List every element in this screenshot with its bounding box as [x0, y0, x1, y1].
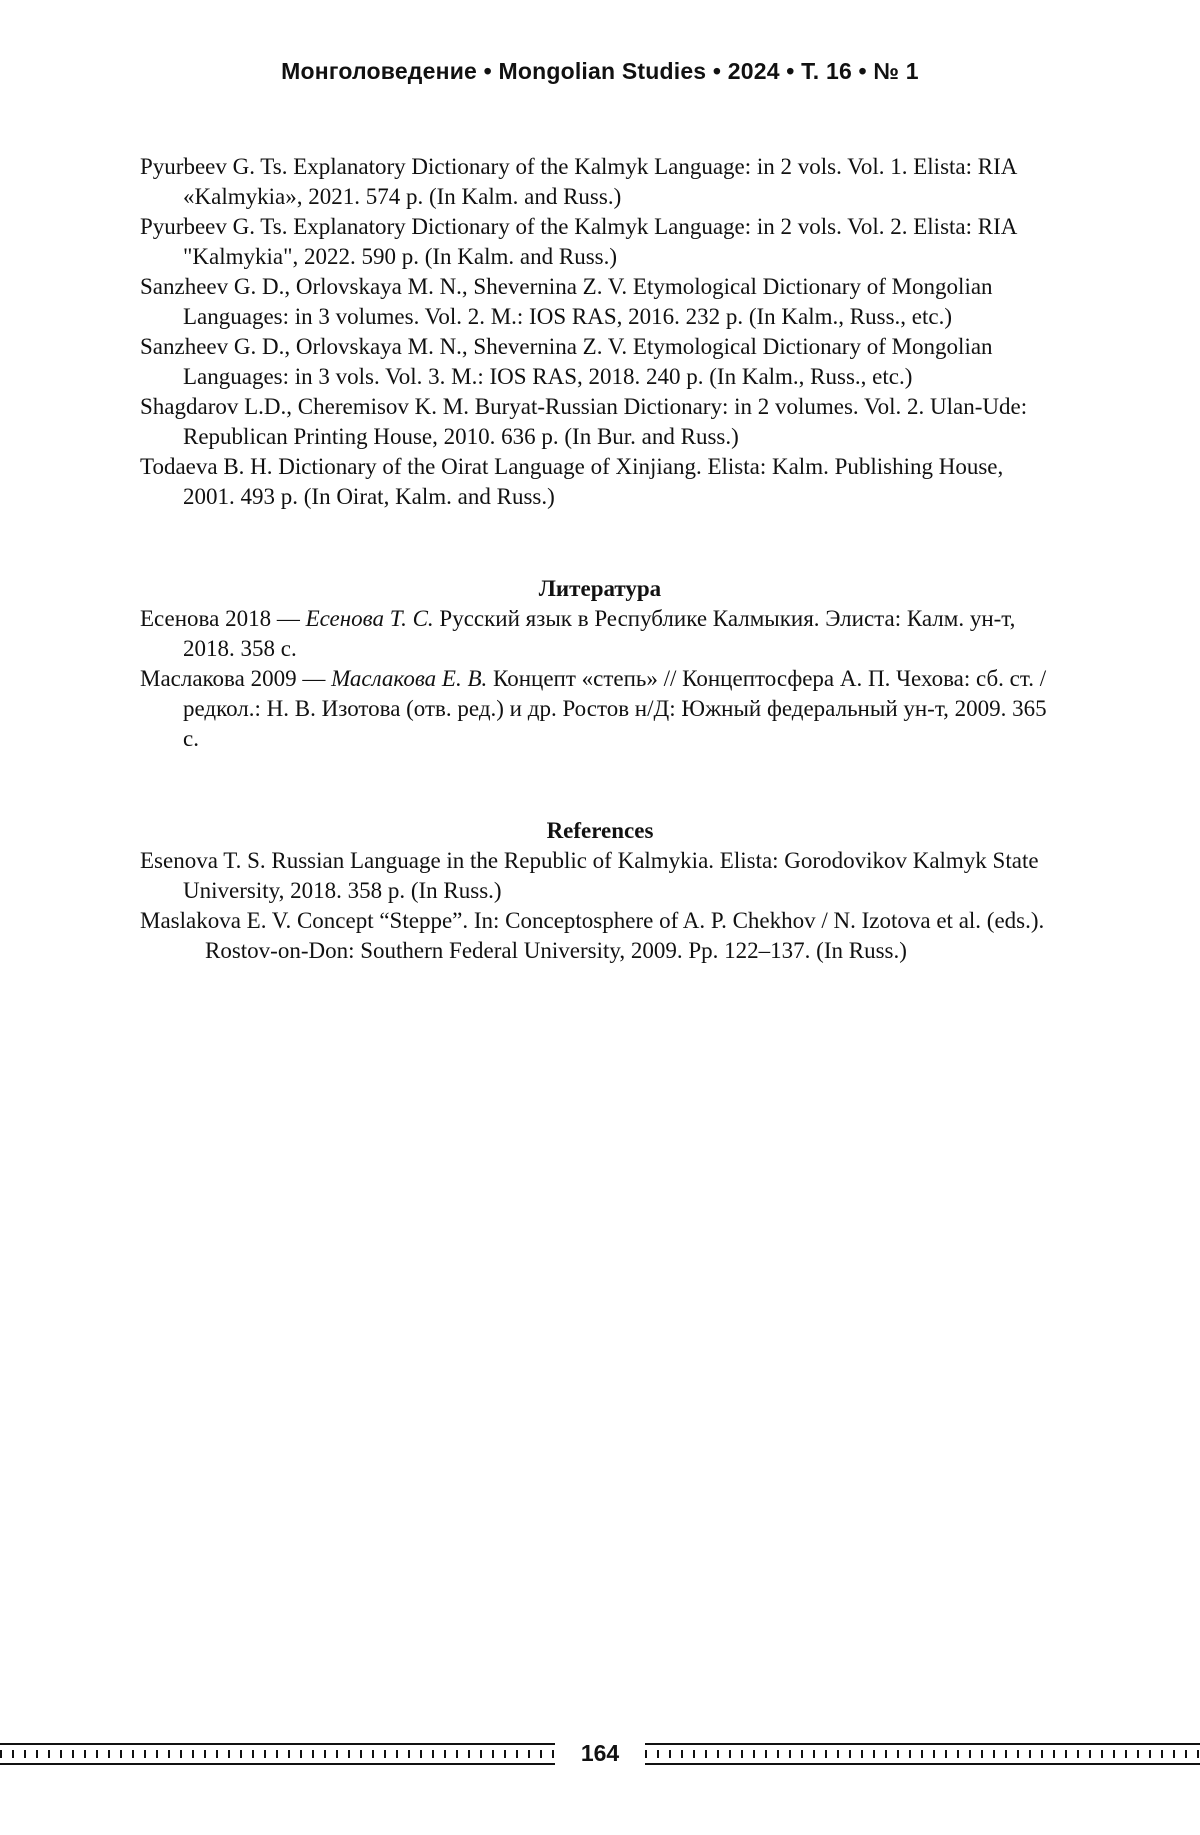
reference-entry: Maslakova E. V. Concept “Steppe”. In: Conceptosphere of A. P. Chekhov / N. Izotova et al. (eds.). Rostov-on-Don: Southern Federal University, 2009. Pp. 122–137. (In Russ.): [140, 908, 1045, 963]
bibliography-entry: Sanzheev G. D., Orlovskaya M. N., Shevernina Z. V. Etymological Dictionary of Mongolian Languages: in 3 volumes. Vol. 2. M.: IOS RAS, 2016. 232 p. (In Kalm., Russ., etc.): [140, 274, 993, 329]
literature-entry: [140, 664, 1060, 754]
references-heading: References: [546, 818, 654, 843]
journal-header: Монголоведение • Mongolian Studies • 2024 • Т. 16 • № 1: [281, 58, 919, 84]
literature-details: Русский язык в Республике Калмыкия. Элиста: Калм. ун-т, 2018. 358 с.: [183, 606, 1016, 661]
bibliography-entry: Pyurbeev G. Ts. Explanatory Dictionary of the Kalmyk Language: in 2 vols. Vol. 2. Elista: RIA "Kalmykia", 2022. 590 p. (In Kalm. and Russ.): [140, 214, 1017, 269]
literature-list: [140, 604, 1060, 754]
bibliography-entry: Pyurbeev G. Ts. Explanatory Dictionary of the Kalmyk Language: in 2 vols. Vol. 1. Elista: RIA «Kalmykia», 2021. 574 p. (In Kalm. and Russ.): [140, 154, 1017, 209]
bibliography-entry: Sanzheev G. D., Orlovskaya M. N., Shevernina Z. V. Etymological Dictionary of Mongolian Languages: in 3 vols. Vol. 3. M.: IOS RAS, 2018. 240 p. (In Kalm., Russ., etc.): [140, 334, 993, 389]
meander-ornament-left: [0, 1743, 555, 1765]
page-footer: [0, 1738, 1200, 1768]
literature-author: Маслакова Е. В.: [331, 666, 488, 691]
meander-ornament-right: [645, 1743, 1200, 1765]
literature-details: Концепт «степь» // Концептосфера А. П. Чехова: сб. ст. / редкол.: Н. В. Изотова (отв. ред.) и др. Ростов н/Д: Южный федеральный ун-т, 2009. 365 с.: [183, 666, 1047, 751]
literature-author: Есенова Т. С.: [305, 606, 434, 631]
literature-entry: [140, 604, 1060, 664]
page-content: [140, 152, 1060, 966]
reference-entry: Esenova T. S. Russian Language in the Republic of Kalmykia. Elista: Gorodovikov Kalmyk State University, 2018. 358 p. (In Russ.): [140, 848, 1039, 903]
bibliography-list: [140, 152, 1060, 512]
literature-heading: Литература: [538, 576, 662, 601]
literature-key: Маслакова 2009 —: [140, 666, 332, 691]
bibliography-entry: Todaeva B. H. Dictionary of the Oirat Language of Xinjiang. Elista: Kalm. Publishing House, 2001. 493 p. (In Oirat, Kalm. and Russ.): [140, 454, 1004, 509]
references-list: [140, 846, 1060, 966]
bibliography-entry: Shagdarov L.D., Cheremisov K. M. Buryat-Russian Dictionary: in 2 volumes. Vol. 2. Ulan-Ude: Republican Printing House, 2010. 636 p. (In Bur. and Russ.): [140, 394, 1028, 449]
literature-key: Есенова 2018 —: [140, 606, 306, 631]
page-number: 164: [580, 1740, 620, 1766]
